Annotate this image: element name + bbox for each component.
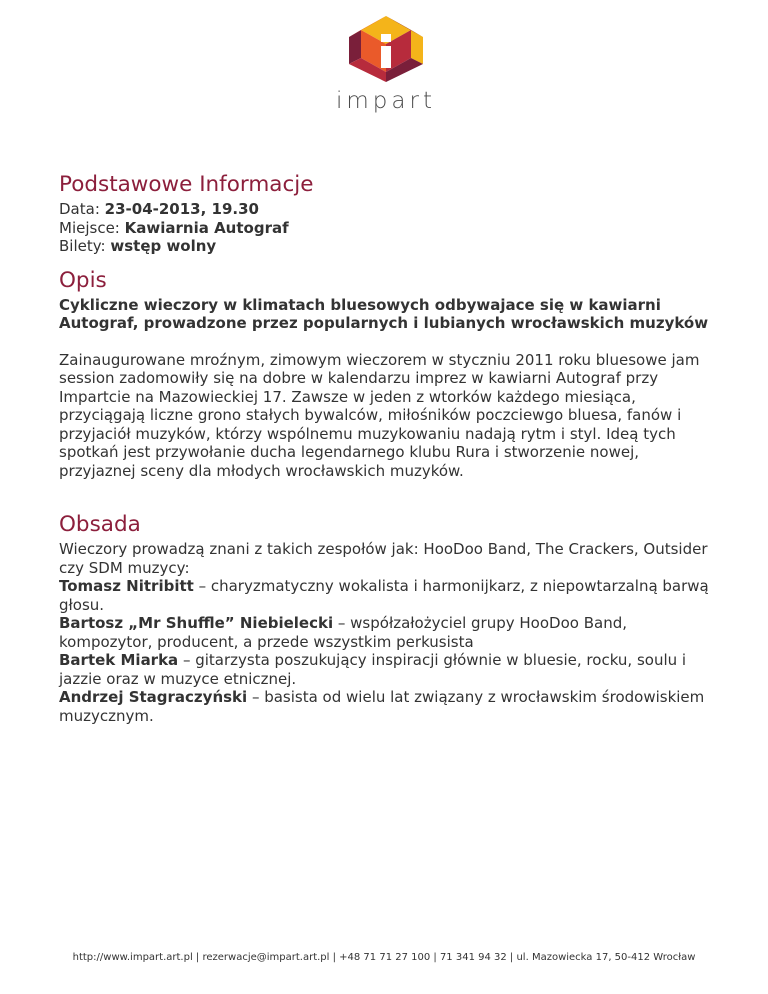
member-item — [59, 577, 719, 614]
footer-contact: http://www.impart.art.pl | rezerwacje@impart.art.pl | +48 71 71 27 100 | 71 341 94 32 | ul. Mazowiecka 17, 50-412 Wrocław — [72, 952, 696, 963]
member-item — [59, 651, 719, 688]
opis-heading: Opis — [59, 267, 107, 293]
member-name: Andrzej Stagraczyński — [59, 688, 248, 706]
place-value: Kawiarnia Autograf — [124, 218, 289, 237]
date-value: 23-04-2013, 19.30 — [104, 200, 259, 218]
obsada-heading: Obsada — [59, 512, 141, 537]
date-label: Data: — [59, 200, 100, 218]
tickets-line — [59, 237, 719, 256]
info-heading: Podstawowe Informacje — [59, 172, 314, 197]
member-desc: – gitarzysta poszukujący inspiracji głównie w bluesie, rocku, soulu i jazzie oraz w muzyce etnicznej. — [59, 651, 687, 688]
member-name: Tomasz Nitribitt — [59, 577, 194, 595]
main-content — [59, 170, 719, 725]
member-name: Bartek Miarka — [59, 651, 179, 669]
obsada-intro: Wieczory prowadzą znani z takich zespołów jak: HooDoo Band, The Crackers, Outsider czy SDM muzycy: — [59, 540, 708, 577]
logo-wordmark: impart — [336, 88, 436, 114]
impart-logo — [331, 14, 441, 114]
member-item — [59, 688, 719, 725]
member-desc: – współzałożyciel grupy HooDoo Band, kompozytor, producent, a przede wszystkim perkusista — [59, 614, 627, 651]
member-name: Bartosz „Mr Shuffle” Niebielecki — [59, 614, 334, 632]
tickets-label: Bilety: — [59, 237, 106, 255]
impart-hexagon-logo-icon — [331, 14, 441, 84]
place-line — [59, 219, 719, 238]
opis-body: Zainaugurowane mroźnym, zimowym wieczorem w styczniu 2011 roku bluesowe jam session zadomowiły się na dobre w kalendarzu imprez w kawiarni Autograf przy Impartcie na Mazowieckiej 17. Zawsze w jeden z wtorków każdego miesiąca, przyciągają liczne grono stałych bywalców, miłośników poczciewgo bluesa, fanów i przyjaciół muzyków, którzy wspólnemu muzykowaniu nadają rytm i styl. Ideą tych spotkań jest przywołanie ducha legendarnego klubu Rura i stworzenie nowej, przyjaznej sceny dla młodych wrocławskich muzyków. — [59, 350, 700, 480]
place-label: Miejsce: — [59, 218, 120, 237]
date-line — [59, 200, 719, 219]
member-item — [59, 614, 719, 651]
member-desc: – basista od wielu lat związany z wrocławskim środowiskiem muzycznym. — [59, 688, 705, 725]
member-desc: – charyzmatyczny wokalista i harmonijkarz, z niepowtarzalną barwą głosu. — [59, 577, 709, 614]
tickets-value: wstęp wolny — [110, 237, 217, 255]
opis-lead: Cykliczne wieczory w klimatach bluesowych odbywajace się w kawiarni Autograf, prowadzone przez popularnych i lubianych wrocławskich muzyków — [59, 295, 709, 332]
